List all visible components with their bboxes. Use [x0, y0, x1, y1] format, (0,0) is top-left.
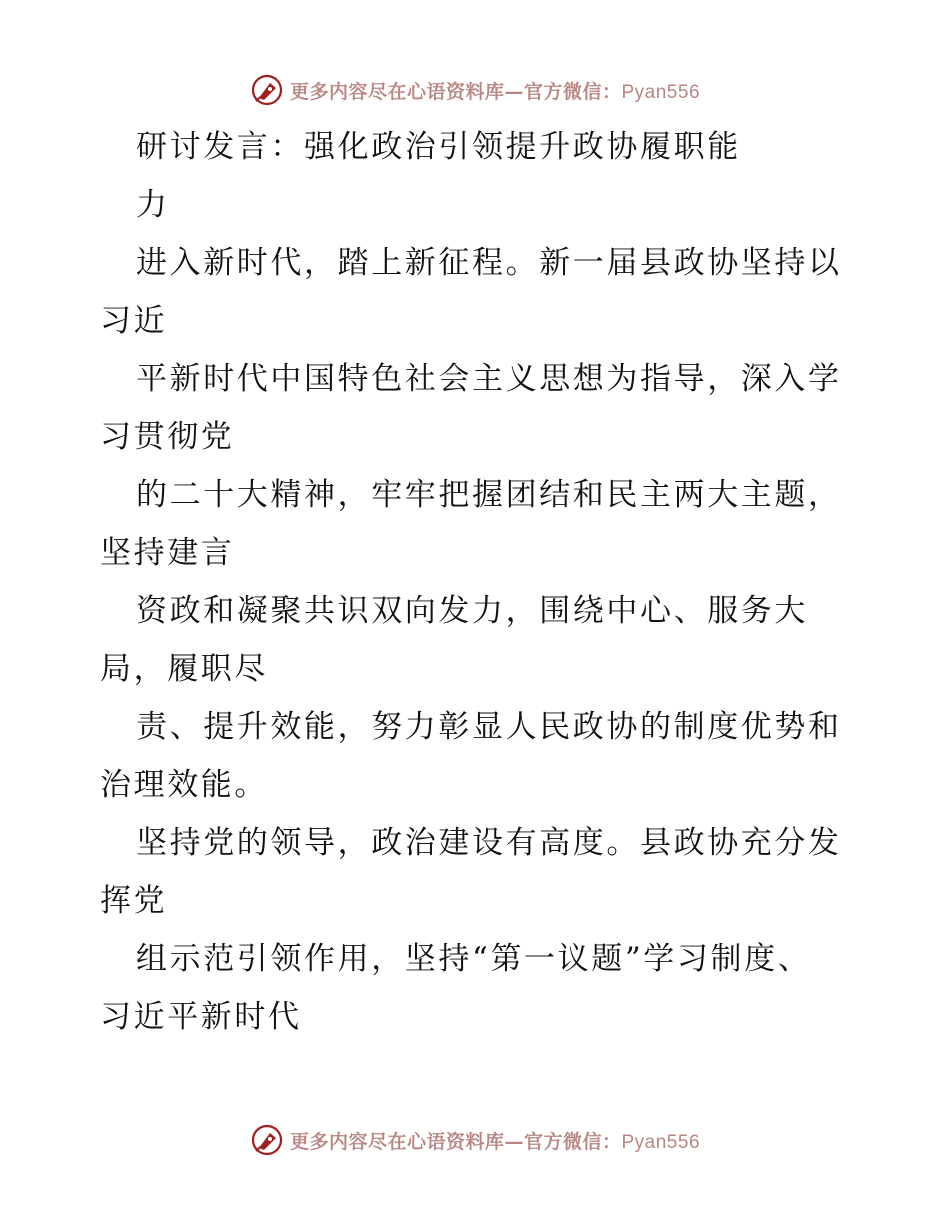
document-body — [100, 118, 860, 1046]
watermark-text: 更多内容尽在心语资料库—官方微信：Pyan556 — [289, 1130, 701, 1153]
pen-nib-logo-icon — [250, 1123, 284, 1157]
body-text-line: 进入新时代，踏上新征程。新一届县政协坚持以 — [136, 245, 842, 281]
body-text-line: 习近 — [100, 303, 168, 339]
document-title-line: 研讨发言：强化政治引领提升政协履职能 — [136, 129, 741, 165]
body-text-line: 坚持党的领导，政治建设有高度。县政协充分发 — [136, 825, 842, 861]
header-watermark — [0, 70, 950, 110]
pen-nib-logo-icon — [250, 73, 284, 107]
body-text-line: 资政和凝聚共识双向发力，围绕中心、服务大 — [136, 593, 808, 629]
footer-watermark — [0, 1120, 950, 1160]
body-text-line: 责、提升效能，努力彰显人民政协的制度优势和 — [136, 709, 842, 745]
body-text-line: 习贯彻党 — [100, 419, 235, 455]
document-title-line: 力 — [136, 187, 170, 223]
body-text-line: 组示范引领作用，坚持“第一议题”学习制度、 — [136, 941, 812, 977]
body-text-line: 平新时代中国特色社会主义思想为指导，深入学 — [136, 361, 842, 397]
body-text-line: 治理效能。 — [100, 767, 268, 803]
body-text-line: 习近平新时代 — [100, 999, 302, 1035]
body-text-line: 挥党 — [100, 883, 168, 919]
watermark-text: 更多内容尽在心语资料库—官方微信：Pyan556 — [289, 80, 701, 103]
body-text-line: 的二十大精神，牢牢把握团结和民主两大主题， — [136, 477, 842, 513]
body-text-line: 坚持建言 — [100, 535, 235, 571]
body-text-line: 局，履职尽 — [100, 651, 268, 687]
